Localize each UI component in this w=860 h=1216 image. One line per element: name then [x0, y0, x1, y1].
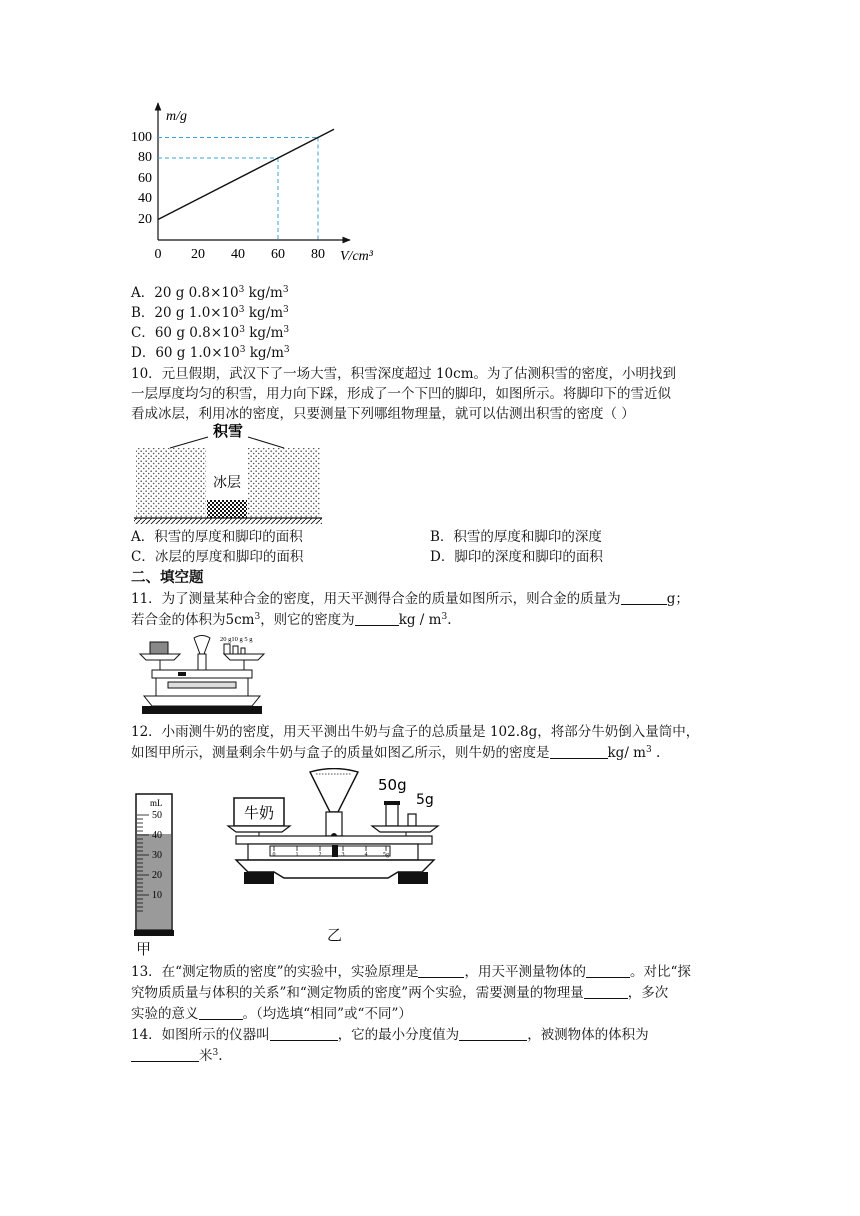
q11-line-2: 若合金的体积为$5cm^3$，则它的密度为 kg / $m^3$.	[131, 612, 452, 628]
q9-option-c: C．60 g $0.8\times 10^3$ $kg/m^3$	[131, 325, 290, 341]
ice-label: 冰层	[213, 475, 241, 491]
x-tick-0: 0	[154, 247, 162, 262]
q10-option-d: D．脚印的深度和脚印的面积	[430, 549, 603, 565]
weight-5g-label: 5g	[416, 792, 434, 808]
y-tick-20: 20	[138, 212, 152, 227]
q14-line-2: 米$^3$.	[131, 1047, 223, 1065]
q13-blank-quantity[interactable]	[584, 984, 628, 999]
y-axis-label: m/g	[166, 109, 187, 124]
q12-blank-density[interactable]	[550, 744, 608, 759]
scale-tick-3: 3	[341, 852, 345, 858]
q10-line-2: 一层厚度均匀的积雪，用力向下踩，形成了一个下凹的脚印，如图所示。将脚印下的雪近似	[131, 386, 671, 402]
ice-layer	[207, 500, 247, 518]
y-tick-40: 40	[138, 191, 152, 206]
snow-footprint-figure	[130, 420, 326, 524]
y-tick-100: 100	[131, 130, 152, 145]
scale-tick-0: 0	[272, 852, 276, 858]
alloy-block	[150, 642, 168, 654]
ground-hatch	[134, 518, 322, 524]
q11-blank-mass[interactable]	[621, 590, 667, 605]
cyl-tick-20: 20	[152, 870, 162, 881]
y-tick-60: 60	[138, 171, 152, 186]
q13-blank-meaning[interactable]	[199, 1005, 243, 1020]
cyl-tick-10: 10	[152, 890, 162, 901]
q14-blank-division[interactable]	[459, 1026, 527, 1041]
q10-line-1: 10．元旦假期，武汉下了一场大雪，积雪深度超过 10cm。为了估测积雪的密度，小明找到	[131, 366, 677, 382]
cyl-tick-30: 30	[152, 850, 162, 861]
scale-tick-1: 1	[295, 852, 299, 858]
balance-figure-q11	[138, 634, 268, 720]
x-tick-40: 40	[231, 247, 245, 262]
q9-option-d: D．60 g $1.0\times 10^3$ $kg/m^3$	[131, 345, 290, 361]
scale-tick-5g: 5g	[383, 852, 389, 858]
label-jia: 甲	[136, 940, 152, 958]
rider	[332, 845, 338, 857]
scale-tick-4: 4	[364, 852, 368, 858]
q10-option-b: B．积雪的厚度和脚印的深度	[430, 529, 602, 545]
q14-line-1: 14．如图所示的仪器叫 ，它的最小分度值为 ，被测物体的体积为	[131, 1027, 649, 1043]
q11-line-1: 11．为了测量某种合金的密度，用天平测得合金的质量如图所示，则合金的质量为 g；	[131, 591, 689, 607]
q13-blank-principle[interactable]	[418, 963, 464, 978]
x-tick-20: 20	[191, 247, 205, 262]
milk-in-cylinder	[137, 834, 171, 929]
cylinder-unit: mL	[150, 798, 163, 808]
graduated-cylinder-figure	[132, 790, 182, 960]
data-line	[158, 129, 334, 219]
y-tick-80: 80	[138, 150, 152, 165]
q14-blank-volume[interactable]	[131, 1047, 199, 1062]
q10-option-c: C．冰层的厚度和脚印的面积	[131, 549, 304, 565]
snow-block-right	[248, 448, 320, 518]
snow-block-left	[136, 448, 206, 518]
q13-blank-measure[interactable]	[586, 963, 630, 978]
q12-line-2: 如图甲所示，测量剩余牛奶与盒子的质量如图乙所示，则牛奶的密度是 kg/ $m^3$ .	[131, 745, 661, 761]
x-tick-60: 60	[271, 247, 285, 262]
snow-label: 积雪	[212, 422, 244, 440]
scale-tick-2: 2	[318, 852, 322, 858]
balance-figure-q12	[226, 768, 446, 898]
q13-line-2: 究物质质量与体积的关系”和“测定物质的密度”两个实验，需要测量的物理量 ，多次	[131, 985, 669, 1001]
x-axis-label: V/cm³	[340, 249, 373, 264]
q10-line-3: 看成冰层，利用冰的密度，只要测量下列哪组物理量，就可以估测出积雪的密度（ ）	[131, 406, 635, 422]
q13-line-1: 13．在“测定物质的密度”的实验中，实验原理是 ，用天平测量物体的 。对比“探	[131, 964, 691, 980]
milk-box-label: 牛奶	[243, 804, 275, 822]
q11-weights-label: 20 g10 g 5 g	[220, 636, 253, 643]
section-heading-fill-in: 二、填空题	[131, 569, 204, 586]
cyl-tick-40: 40	[152, 830, 162, 841]
q11-blank-density[interactable]	[355, 611, 399, 626]
q9-option-b: B．20 g $1.0\times 10^3$ $kg/m^3$	[131, 305, 289, 321]
cyl-tick-50: 50	[152, 810, 162, 821]
q10-option-a: A．积雪的厚度和脚印的面积	[131, 529, 303, 545]
weight-50g-label: 50g	[378, 776, 407, 794]
mass-volume-graph	[120, 95, 390, 275]
x-tick-80: 80	[311, 247, 325, 262]
q9-option-a: A．20 g $0.8\times 10^3$ $kg/m^3$	[131, 285, 289, 301]
q13-line-3: 实验的意义 。（均选填“相同”或“不同”）	[131, 1006, 412, 1022]
q14-blank-instrument[interactable]	[270, 1026, 338, 1041]
q12-line-1: 12．小雨测牛奶的密度，用天平测出牛奶与盒子的总质量是 102.8g，将部分牛奶倒入量筒中，	[131, 724, 700, 740]
label-yi: 乙	[327, 926, 343, 944]
